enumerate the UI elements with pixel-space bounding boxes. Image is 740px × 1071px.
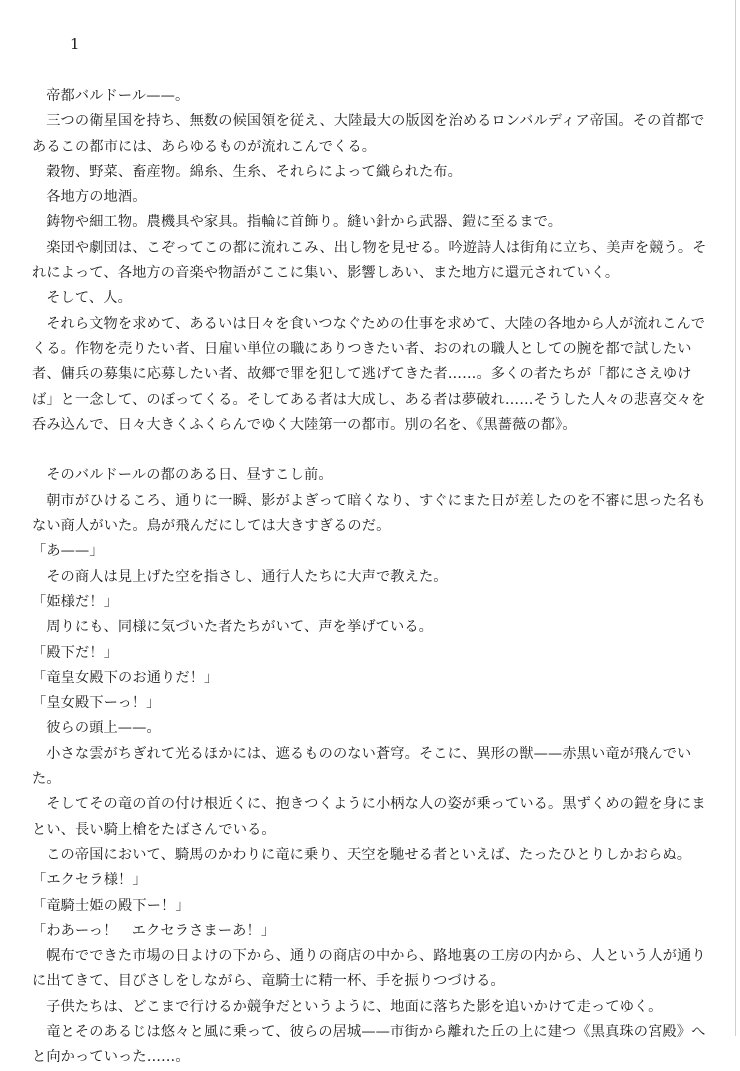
paragraph: 周りにも、同様に気づいた者たちがいて、声を挙げている。: [46, 619, 434, 636]
paragraph: 子供たちは、どこまで行けるか競争だというように、地面に落ちた影を追いかけて走ってゆく。: [46, 998, 663, 1015]
paragraph: その商人は見上げた空を指さし、通行人たちに大声で教えた。: [46, 568, 448, 585]
paragraph: 三つの衛星国を持ち、無数の候国領を従え、大陸最大の版図を治めるロンバルディア帝国。その首都であるこの都市には、あらゆるものが流れこんでくる。: [32, 113, 705, 155]
dialogue-line: 「エクセラ様！」: [32, 872, 147, 889]
paragraph: [32, 438, 708, 463]
dialogue-line: 「殿下だ！」: [32, 644, 119, 661]
dialogue-line: 「皇女殿下ーっ！」: [32, 695, 161, 712]
dialogue-line: 「姫様だ！」: [32, 593, 119, 610]
paragraph: 幌布でできた市場の日よけの下から、通りの商店の中から、路地裏の工房の内から、人という人が通りに出てきて、目びさしをしながら、竜騎士に精一杯、手を振りつづける。: [32, 948, 706, 990]
paragraph: そして、人。: [46, 290, 132, 307]
dialogue-line: 「竜皇女殿下のお通りだ！」: [32, 669, 219, 686]
body-text: [32, 84, 708, 1071]
paragraph: 各地方の地酒。: [46, 189, 147, 206]
page-edge-line: [735, 0, 736, 1036]
dialogue-line: 「わあーっ！ エクセラさまーあ！」: [32, 922, 276, 939]
paragraph: それら文物を求めて、あるいは日々を食いつなぐための仕事を求めて、大陸の各地から人が流れこんでくる。作物を売りたい者、日雇い単位の職にありつきたい者、おのれの職人としての腕を都で試したい者、傭兵の募集に応募したい者、故郷で罪を犯して逃げてきた者……。多くの者たちが「都にさえゆけば」と一念して、のぼってくる。そしてある者は大成し、ある者は夢破れ……そうした人々の悲喜交々を呑み込んで、日々大きくふくらんでゆく大陸第一の都市。別の名を、《黒薔薇の都》。: [32, 315, 706, 433]
paragraph: 小さな雲がちぎれて光るほかには、遮るもののない蒼穹。そこに、異形の獣——赤黒い竜が飛んでいた。: [32, 745, 692, 788]
dialogue-line: 「あ——」: [32, 543, 104, 560]
paragraph: この帝国において、騎馬のかわりに竜に乗り、天空を馳せる者といえば、たったひとりしかおらぬ。: [46, 846, 692, 863]
paragraph: 帝都バルドール——。: [46, 88, 190, 104]
paragraph: 竜とそのあるじは悠々と風に乗って、彼らの居城——市街から離れた丘の上に建つ《黒真珠の宮殿》へと向かっていった……。: [32, 1023, 706, 1066]
dialogue-line: 「竜騎士姫の殿下ー！」: [32, 897, 190, 914]
paragraph: 彼らの頭上——。: [46, 720, 161, 737]
paragraph: 鋳物や細工物。農機具や家具。指輪に首飾り。縫い針から武器、鎧に至るまで。: [46, 214, 563, 231]
paragraph: 朝市がひけるころ、通りに一瞬、影がよぎって暗くなり、すぐにまた日が差したのを不審に思った名もない商人がいた。鳥が飛んだにしては大きすぎるのだ。: [32, 492, 706, 535]
paragraph: そのバルドールの都のある日、昼すこし前。: [46, 467, 333, 484]
paragraph: 穀物、野菜、畜産物。綿糸、生糸、それらによって織られた布。: [46, 163, 462, 180]
page-number: 1: [70, 35, 80, 53]
paragraph: そしてその竜の首の付け根近くに、抱きつくように小柄な人の姿が乗っている。黒ずくめの鎧を身にまとい、長い騎上槍をたばさんでいる。: [32, 796, 706, 838]
paragraph: 楽団や劇団は、こぞってこの都に流れこみ、出し物を見せる。吟遊詩人は街角に立ち、美声を競う。それによって、各地方の音楽や物語がここに集い、影響しあい、また地方に還元されていく。: [32, 239, 707, 282]
